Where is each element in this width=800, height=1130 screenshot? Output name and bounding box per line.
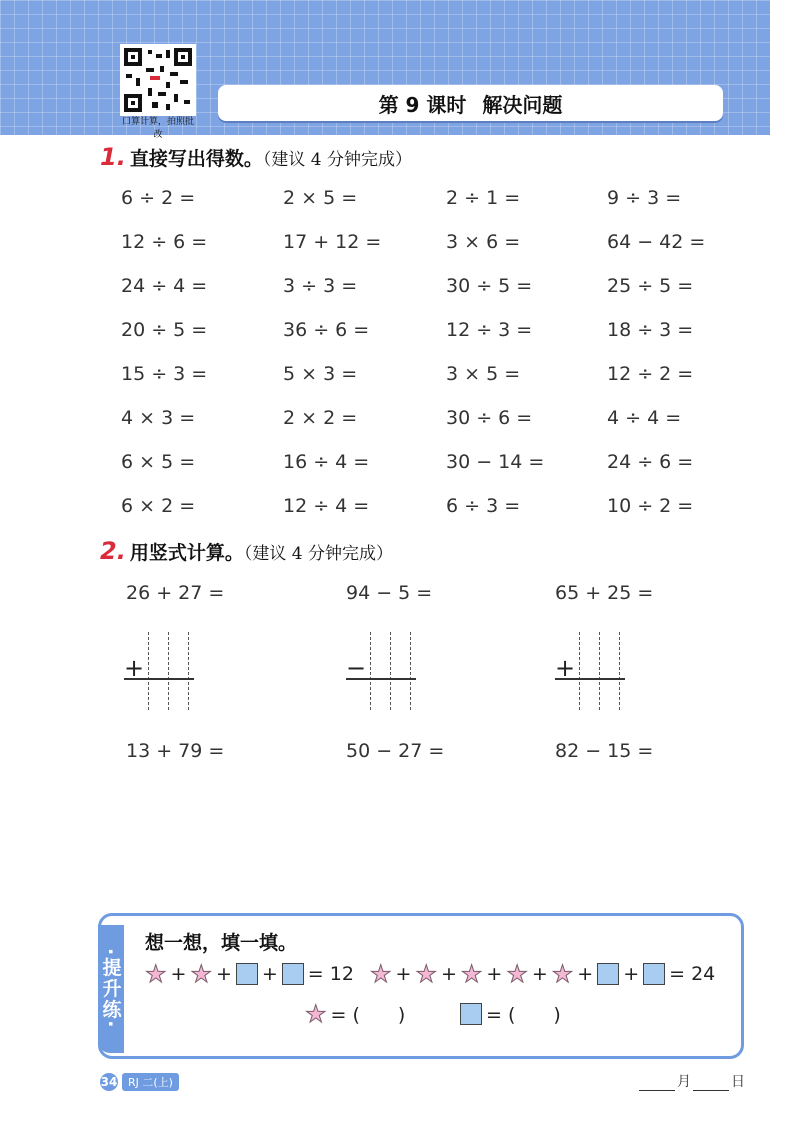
vertical-calc-frame[interactable]	[346, 632, 420, 710]
star-icon: ★	[370, 960, 392, 988]
math-problem: 3 × 6 =	[446, 231, 521, 253]
math-problem: 12 ÷ 6 =	[121, 231, 208, 253]
math-problem: 30 ÷ 6 =	[446, 407, 533, 429]
math-problem: 16 ÷ 4 =	[283, 451, 370, 473]
math-problem: 25 ÷ 5 =	[607, 275, 694, 297]
vertical-calc-frame[interactable]	[124, 632, 198, 710]
month-blank[interactable]	[639, 1076, 675, 1091]
sum-line	[555, 678, 625, 680]
vertical-problem: 65 + 25 =	[555, 582, 654, 604]
math-problem: 10 ÷ 2 =	[607, 495, 694, 517]
math-problem: 12 ÷ 4 =	[283, 495, 370, 517]
math-problem: 4 ÷ 4 =	[607, 407, 682, 429]
star-answer-blank[interactable]: = ( )	[330, 1004, 406, 1026]
star-icon: ★	[415, 960, 437, 988]
vertical-calc-frame[interactable]	[555, 632, 629, 710]
section1-heading	[100, 143, 412, 171]
square-icon	[282, 963, 304, 985]
math-problem: 6 ÷ 2 =	[121, 187, 196, 209]
star-answer[interactable]	[305, 1000, 405, 1027]
math-problem: 5 × 3 =	[283, 363, 358, 385]
star-icon: ★	[460, 960, 483, 988]
section1-title: 直接写出得数。	[129, 148, 263, 170]
equation-2-result: = 24	[669, 963, 716, 985]
section1-hint: （建议 4 分钟完成）	[262, 150, 412, 170]
math-problem: 12 ÷ 3 =	[446, 319, 533, 341]
star-icon: ★	[506, 960, 528, 988]
math-problem: 3 × 5 =	[446, 363, 521, 385]
vertical-problem: 50 − 27 =	[346, 740, 445, 762]
math-problem: 24 ÷ 4 =	[121, 275, 208, 297]
day-label: 日	[731, 1074, 745, 1090]
plus-sign: +	[215, 963, 232, 985]
math-problem: 24 ÷ 6 =	[607, 451, 694, 473]
section2-heading	[100, 537, 393, 565]
equation-2	[370, 962, 715, 986]
star-icon: ★	[305, 999, 327, 1028]
section2-hint: （建议 4 分钟完成）	[243, 544, 393, 564]
star-icon: ★	[551, 960, 574, 988]
footer-page-info	[100, 1073, 179, 1091]
plus-sign: +	[261, 963, 278, 985]
square-icon	[460, 1003, 482, 1025]
day-blank[interactable]	[693, 1076, 729, 1091]
operator-sign: +	[555, 654, 576, 682]
vertical-problem: 13 + 79 =	[126, 740, 225, 762]
math-problem: 20 ÷ 5 =	[121, 319, 208, 341]
date-field	[637, 1071, 745, 1091]
page-number: 34	[100, 1075, 118, 1089]
plus-sign: +	[531, 963, 548, 985]
math-problem: 6 ÷ 3 =	[446, 495, 521, 517]
operator-sign: +	[124, 654, 145, 682]
sum-line	[124, 678, 194, 680]
square-icon	[236, 963, 258, 985]
section2-title: 用竖式计算。	[129, 542, 244, 564]
math-problem: 30 − 14 =	[446, 451, 545, 473]
plus-sign: +	[395, 963, 412, 985]
plus-sign: +	[486, 963, 503, 985]
practice-tab: ·提升练·	[98, 925, 124, 1053]
math-problem: 2 ÷ 1 =	[446, 187, 521, 209]
math-problem: 6 × 2 =	[121, 495, 196, 517]
square-icon	[597, 963, 619, 985]
square-answer-blank[interactable]: = ( )	[486, 1004, 561, 1026]
math-problem: 2 × 5 =	[283, 187, 358, 209]
equation-1-result: = 12	[307, 963, 354, 985]
page-title	[218, 85, 723, 121]
star-icon: ★	[190, 960, 212, 988]
topic-label: 解决问题	[482, 92, 563, 117]
math-problem: 36 ÷ 6 =	[283, 319, 370, 341]
month-label: 月	[677, 1074, 691, 1090]
vertical-problem: 94 − 5 =	[346, 582, 433, 604]
sum-line	[346, 678, 416, 680]
practice-title: 想一想，填一填。	[145, 932, 298, 954]
math-problem: 3 ÷ 3 =	[283, 275, 358, 297]
equation-1	[145, 962, 354, 986]
star-icon: ★	[145, 960, 167, 988]
square-icon	[643, 963, 665, 985]
edition-badge: RJ 二(上)	[122, 1073, 179, 1091]
math-problem: 9 ÷ 3 =	[607, 187, 682, 209]
operator-sign: −	[346, 654, 367, 682]
math-problem: 4 × 3 =	[121, 407, 196, 429]
section1-number: 1.	[100, 143, 126, 171]
math-problem: 15 ÷ 3 =	[121, 363, 208, 385]
plus-sign: +	[577, 963, 594, 985]
plus-sign: +	[170, 963, 187, 985]
vertical-problem: 26 + 27 =	[126, 582, 225, 604]
math-problem: 18 ÷ 3 =	[607, 319, 694, 341]
plus-sign: +	[440, 963, 457, 985]
math-problem: 6 × 5 =	[121, 451, 196, 473]
math-problem: 12 ÷ 2 =	[607, 363, 694, 385]
lesson-label: 第 9 课时	[378, 92, 467, 117]
plus-sign: +	[623, 963, 640, 985]
math-problem: 17 + 12 =	[283, 231, 382, 253]
square-answer[interactable]	[460, 1000, 561, 1027]
math-problem: 64 − 42 =	[607, 231, 706, 253]
math-problem: 2 × 2 =	[283, 407, 358, 429]
section2-number: 2.	[100, 537, 126, 565]
qr-code[interactable]	[120, 44, 196, 116]
qr-caption: 口算计算，拍照批改	[121, 117, 194, 140]
vertical-problem: 82 − 15 =	[555, 740, 654, 762]
math-problem: 30 ÷ 5 =	[446, 275, 533, 297]
